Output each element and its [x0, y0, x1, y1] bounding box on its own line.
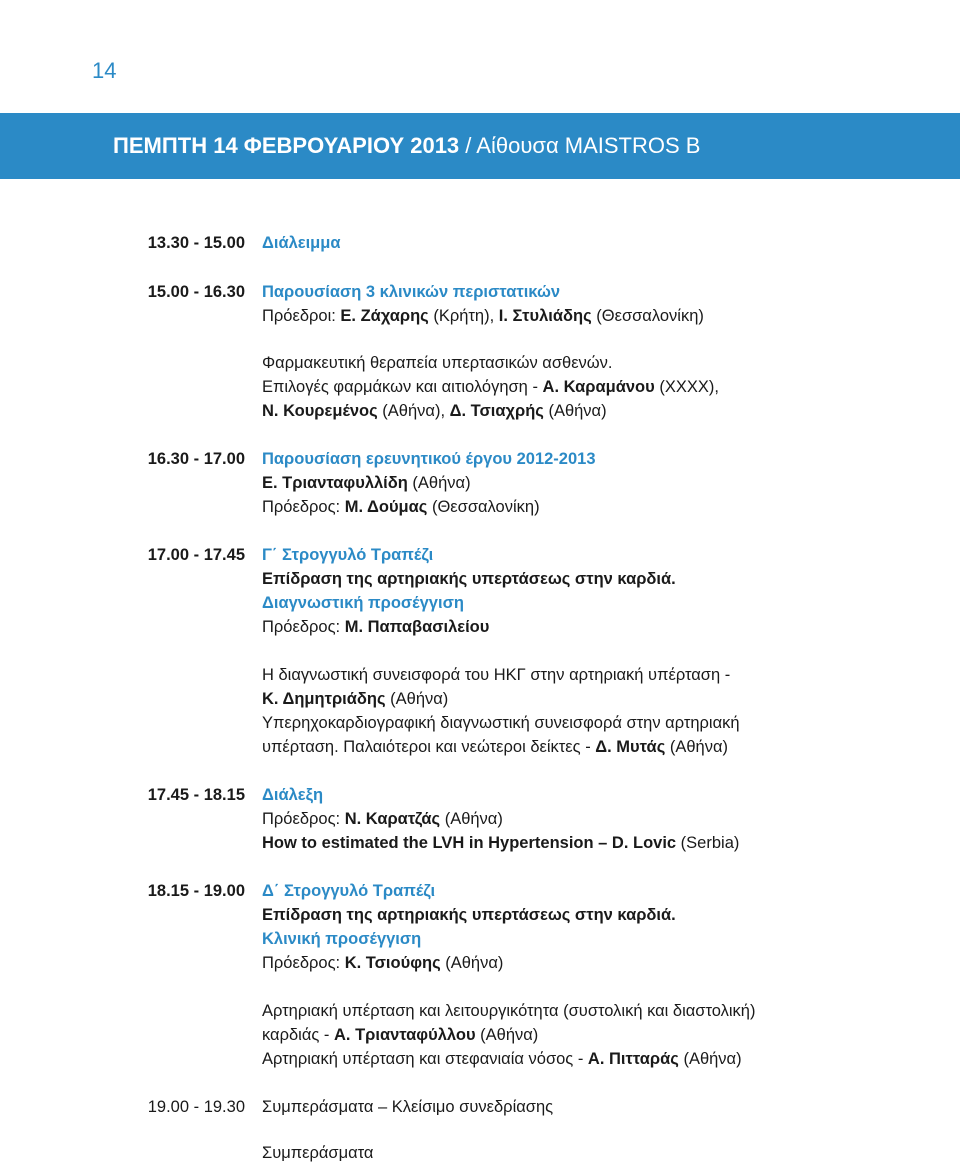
speaker-name: Α. Πιτταράς	[587, 1050, 679, 1068]
session-subtitle: Διαγνωστική προσέγγιση	[262, 594, 464, 612]
session-chair	[262, 498, 540, 517]
chair-prefix: Πρόεδρος:	[262, 954, 345, 972]
chair-name: Μ. Δούμας	[344, 498, 428, 516]
talk-line	[262, 402, 607, 421]
session-subtitle: Κλινική προσέγγιση	[262, 930, 422, 948]
session-title: Διάλεξη	[262, 786, 324, 804]
page-number: 14	[92, 58, 117, 83]
speaker-city: (Αθήνα)	[665, 738, 729, 756]
lecture-title: How to estimated the LVH in Hypertension – D. Lovic	[262, 834, 677, 852]
header-date: ΠΕΜΠΤΗ 14 ΦΕΒΡΟΥΑΡΙΟΥ 2013	[113, 133, 460, 158]
talk-line	[262, 1050, 742, 1069]
chair-prefix: Πρόεδρος:	[262, 810, 345, 828]
speaker-name: Ε. Τριανταφυλλίδη	[262, 474, 408, 492]
session-title: Δ΄ Στρογγυλό Τραπέζι	[262, 882, 436, 900]
chair-name: Ε. Ζάχαρης	[340, 307, 429, 325]
chair-city: (Αθήνα)	[440, 810, 503, 828]
session-chair	[262, 810, 503, 829]
speaker-city: (Αθήνα)	[407, 474, 471, 492]
session-title: Διάλειμμα	[262, 234, 341, 252]
speaker-city: (Αθήνα)	[543, 402, 607, 420]
speaker-name: Δ. Τσιαχρής	[449, 402, 544, 420]
speaker-name: Δ. Μυτάς	[595, 738, 666, 756]
header-separator: /	[459, 133, 477, 158]
session-subtitle: Επίδραση της αρτηριακής υπερτάσεως στην καρδιά.	[262, 570, 676, 588]
talk-text: υπέρταση. Παλαιότεροι και νεώτεροι δείκτες -	[262, 738, 596, 756]
talk-line	[262, 738, 728, 757]
speaker-city: (Αθήνα)	[678, 1050, 742, 1068]
header-title	[113, 133, 700, 159]
speaker-city: (Αθήνα)	[475, 1026, 539, 1044]
session-time: 19.00 - 19.30	[147, 1098, 245, 1116]
session-title: Συμπεράσματα – Κλείσιμο συνεδρίασης	[262, 1098, 554, 1116]
speaker-name: Α. Καραμάνου	[542, 378, 655, 396]
lecture-city: (Serbia)	[676, 834, 740, 852]
talk-line: Φαρμακευτική θεραπεία υπερτασικών ασθενών.	[262, 354, 613, 372]
chair-name: Ι. Στυλιάδης	[498, 307, 592, 325]
chair-name: Κ. Τσιούφης	[344, 954, 441, 972]
session-title: Παρουσίαση 3 κλινικών περιστατικών	[262, 283, 561, 301]
session-chair	[262, 618, 489, 637]
header-bar	[0, 113, 960, 179]
talk-line: Η διαγνωστική συνεισφορά του ΗΚΓ στην αρτηριακή υπέρταση -	[262, 666, 731, 684]
chairs-prefix: Πρόεδροι:	[262, 307, 341, 325]
lecture-line	[262, 834, 739, 853]
chair-prefix: Πρόεδρος:	[262, 498, 345, 516]
speaker-name: Α. Τριανταφύλλου	[333, 1026, 476, 1044]
speaker-city: (Αθήνα)	[385, 690, 449, 708]
session-time: 17.45 - 18.15	[147, 786, 245, 804]
session-speaker	[262, 474, 471, 493]
speaker-name: Ν. Κουρεμένος	[262, 402, 378, 420]
talk-line	[262, 1026, 538, 1045]
chair-city: (Αθήνα)	[440, 954, 504, 972]
talk-line: Αρτηριακή υπέρταση και λειτουργικότητα (συστολική και διαστολική)	[262, 1002, 756, 1020]
header-room: Αίθουσα MAISTROS B	[476, 133, 701, 158]
talk-text: Αρτηριακή υπέρταση και στεφανιαία νόσος -	[262, 1050, 588, 1068]
chair-city: (Θεσσαλονίκη)	[591, 307, 704, 325]
session-title: Παρουσίαση ερευνητικού έργου 2012-2013	[262, 450, 596, 468]
session-time: 16.30 - 17.00	[147, 450, 245, 468]
session-time: 17.00 - 17.45	[147, 546, 245, 564]
talk-text: καρδιάς -	[262, 1026, 334, 1044]
session-time: 15.00 - 16.30	[147, 283, 245, 301]
chair-city: (Κρήτη),	[428, 307, 499, 325]
talk-text: Επιλογές φαρμάκων και αιτιολόγηση -	[262, 378, 543, 396]
session-time: 13.30 - 15.00	[147, 234, 245, 252]
session-chair	[262, 954, 503, 973]
chair-name: Ν. Καρατζάς	[344, 810, 441, 828]
talk-line	[262, 378, 719, 397]
talk-line: Υπερηχοκαρδιογραφική διαγνωστική συνεισφορά στην αρτηριακή	[262, 714, 740, 732]
session-time: 18.15 - 19.00	[147, 882, 245, 900]
chair-name: Μ. Παπαβασιλείου	[344, 618, 490, 636]
talk-line	[262, 690, 448, 709]
speaker-city: (ΧΧΧΧ),	[654, 378, 719, 396]
session-chairs	[262, 307, 704, 326]
session-subtitle: Επίδραση της αρτηριακής υπερτάσεως στην καρδιά.	[262, 906, 676, 924]
session-note: Συμπεράσματα	[262, 1144, 374, 1162]
chair-city: (Θεσσαλονίκη)	[427, 498, 540, 516]
speaker-city: (Αθήνα),	[377, 402, 450, 420]
speaker-name: Κ. Δημητριάδης	[262, 690, 386, 708]
session-title: Γ΄ Στρογγυλό Τραπέζι	[262, 546, 434, 564]
chair-prefix: Πρόεδρος:	[262, 618, 345, 636]
